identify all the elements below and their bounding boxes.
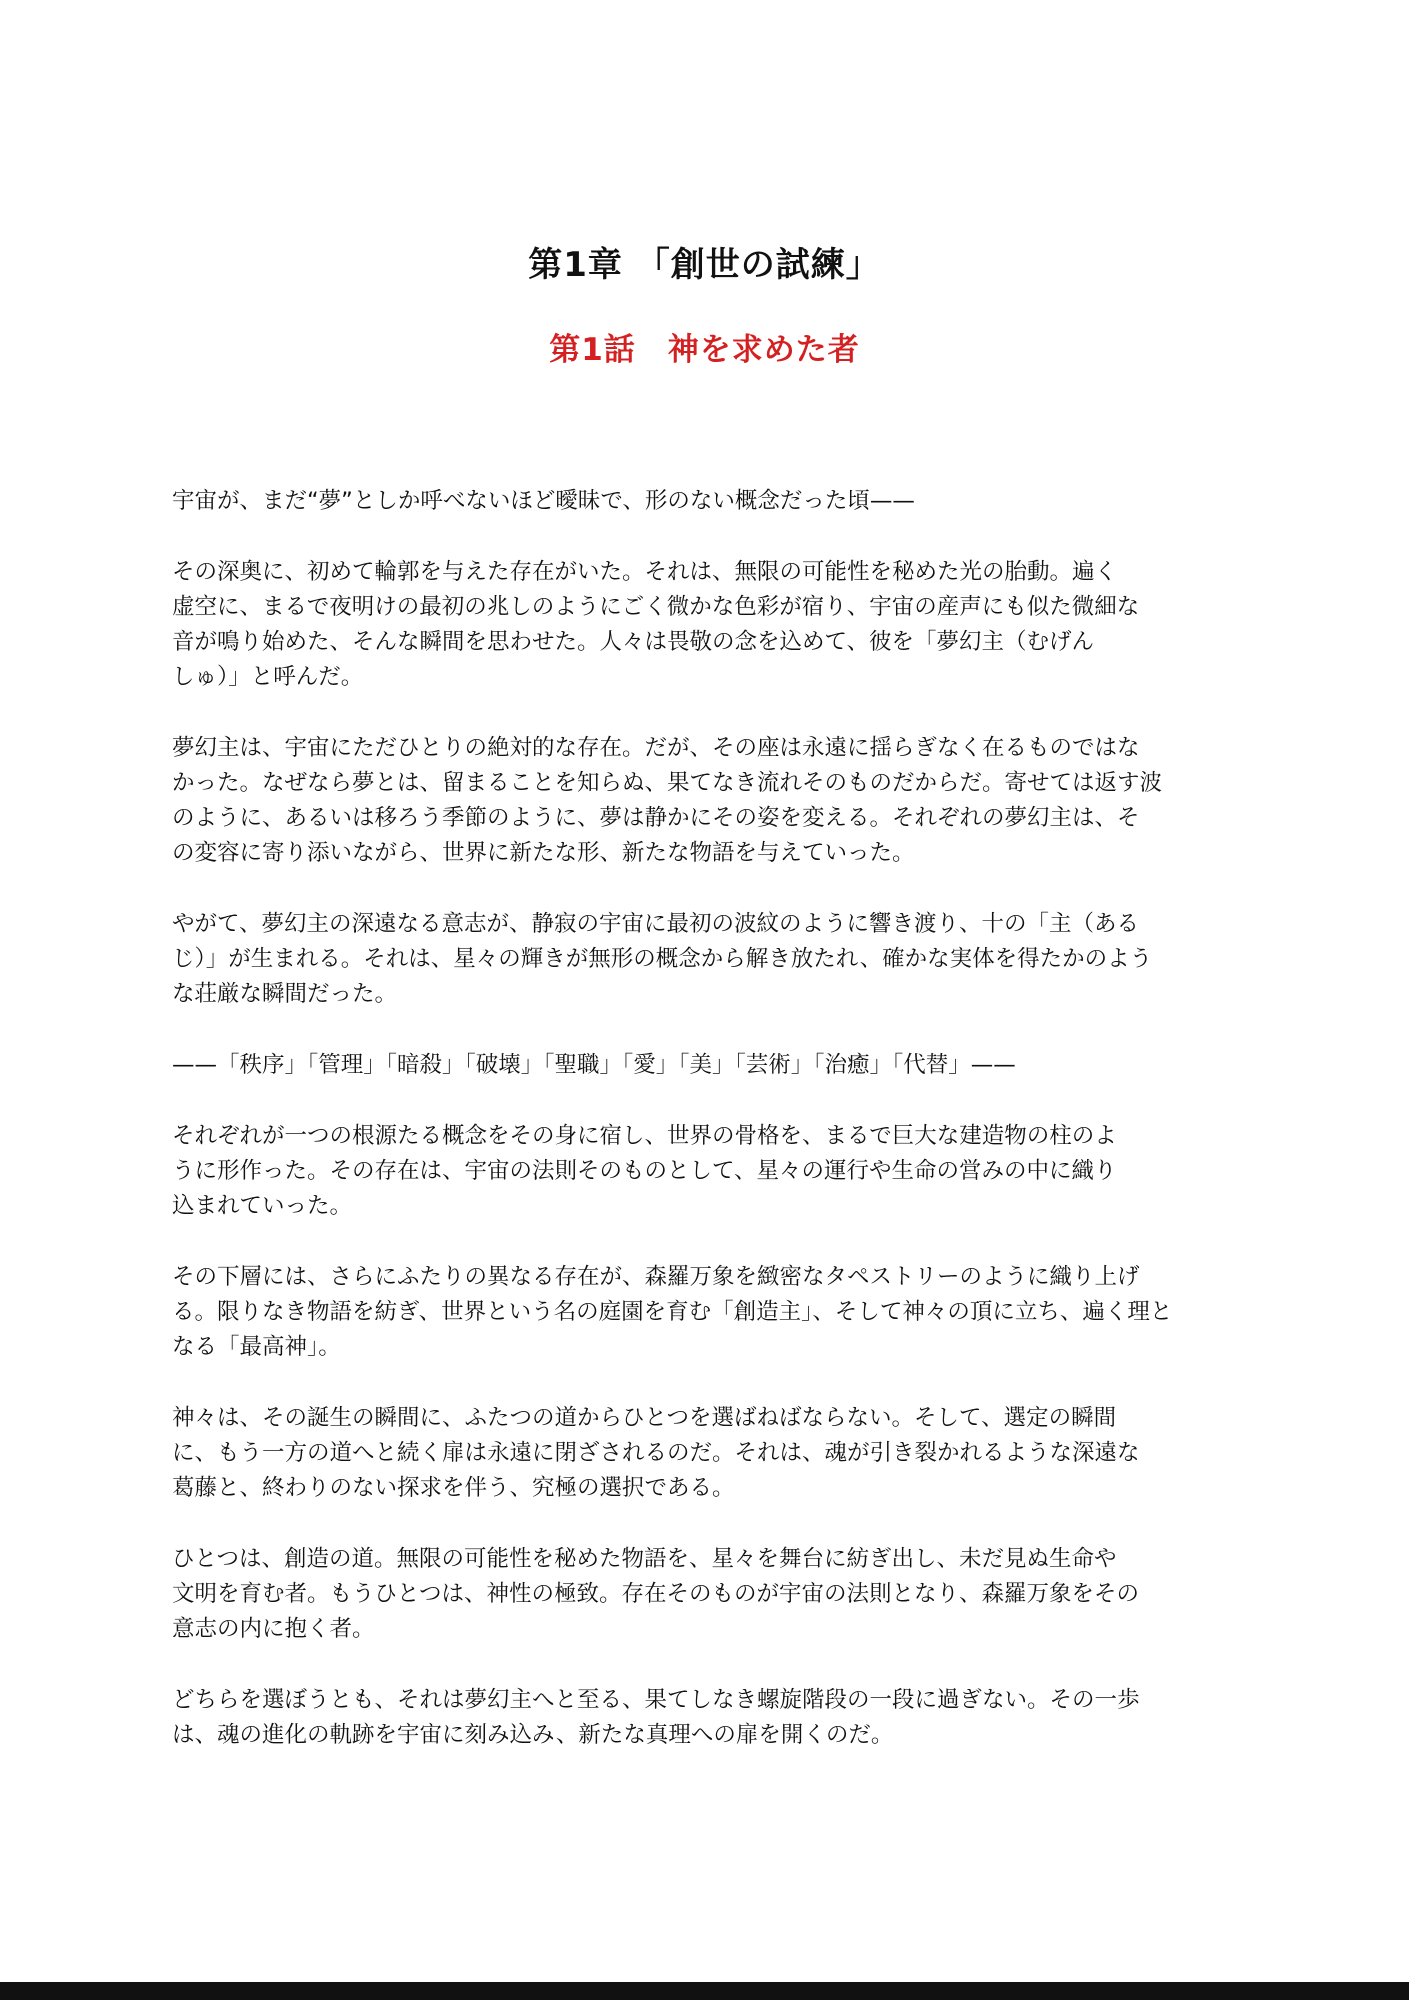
paragraph-mugenshu-birth: その深奥に、初めて輪郭を与えた存在がいた。それは、無限の可能性を秘めた光の胎動。遍く 虚空に、まるで夜明けの最初の兆しのようにごく微かな色彩が宿り、宇宙の産声にも似た微細な 音が鳴り始めた、そんな瞬間を思わせた。人々は畏敬の念を込めて、彼を「夢幻主（むげん しゅ）」と呼んだ。 [172, 559, 1140, 690]
chapter-title: 第1章 「創世の試練」 [528, 245, 881, 285]
paragraph-mugenshu-nature: 夢幻主は、宇宙にただひとりの絶対的な存在。だが、その座は永遠に揺らぎなく在るものではな かった。なぜなら夢とは、留まることを知らぬ、果てなき流れそのものだからだ。寄せては返す波 のように、あるいは移ろう季節のように、夢は静かにその姿を変える。それぞれの夢幻主は、そ の変容に寄り添いながら、世界に新たな形、新たな物語を与えていった。 [172, 735, 1163, 866]
paragraph-creator-supreme: その下層には、さらにふたりの異なる存在が、森羅万象を緻密なタペストリーのように織り上げ る。限りなき物語を紡ぎ、世界という名の庭園を育む「創造主」、そして神々の頂に立ち、遍く理と なる「最高神」。 [172, 1264, 1173, 1360]
story-body [172, 484, 1247, 1789]
paragraph-spiral: どちらを選ぼうとも、それは夢幻主へと至る、果てしなき螺旋階段の一段に過ぎない。その一歩 は、魂の進化の軌跡を宇宙に刻み込み、新たな真理への扉を開くのだ。 [172, 1687, 1140, 1748]
paragraph-intro: 宇宙が、まだ“夢”としか呼べないほど曖昧で、形のない概念だった頃—— [172, 488, 915, 514]
paragraph-choice: 神々は、その誕生の瞬間に、ふたつの道からひとつを選ばねばならない。そして、選定の瞬間 に、もう一方の道へと続く扉は永遠に閉ざされるのだ。それは、魂が引き裂かれるような深遠な 葛藤と、終わりのない探求を伴う、究極の選択である。 [172, 1405, 1140, 1501]
episode-title: 第1話 神を求めた者 [549, 332, 860, 368]
paragraph-ten-lords: やがて、夢幻主の深遠なる意志が、静寂の宇宙に最初の波紋のように響き渡り、十の「主（ある じ）」が生まれる。それは、星々の輝きが無形の概念から解き放たれ、確かな実体を得たかのよう な荘厳な瞬間だった。 [172, 911, 1153, 1007]
paragraph-lord-list: ——「秩序」「管理」「暗殺」「破壊」「聖職」「愛」「美」「芸術」「治癒」「代替」—— [172, 1052, 1016, 1078]
bottom-border-bar [0, 1982, 1409, 2000]
paragraph-two-paths: ひとつは、創造の道。無限の可能性を秘めた物語を、星々を舞台に紡ぎ出し、未だ見ぬ生命や 文明を育む者。もうひとつは、神性の極致。存在そのものが宇宙の法則となり、森羅万象をその 意志の内に抱く者。 [172, 1546, 1140, 1642]
paragraph-world-frame: それぞれが一つの根源たる概念をその身に宿し、世界の骨格を、まるで巨大な建造物の柱のよ うに形作った。その存在は、宇宙の法則そのものとして、星々の運行や生命の営みの中に織り 込まれていった。 [172, 1123, 1117, 1219]
